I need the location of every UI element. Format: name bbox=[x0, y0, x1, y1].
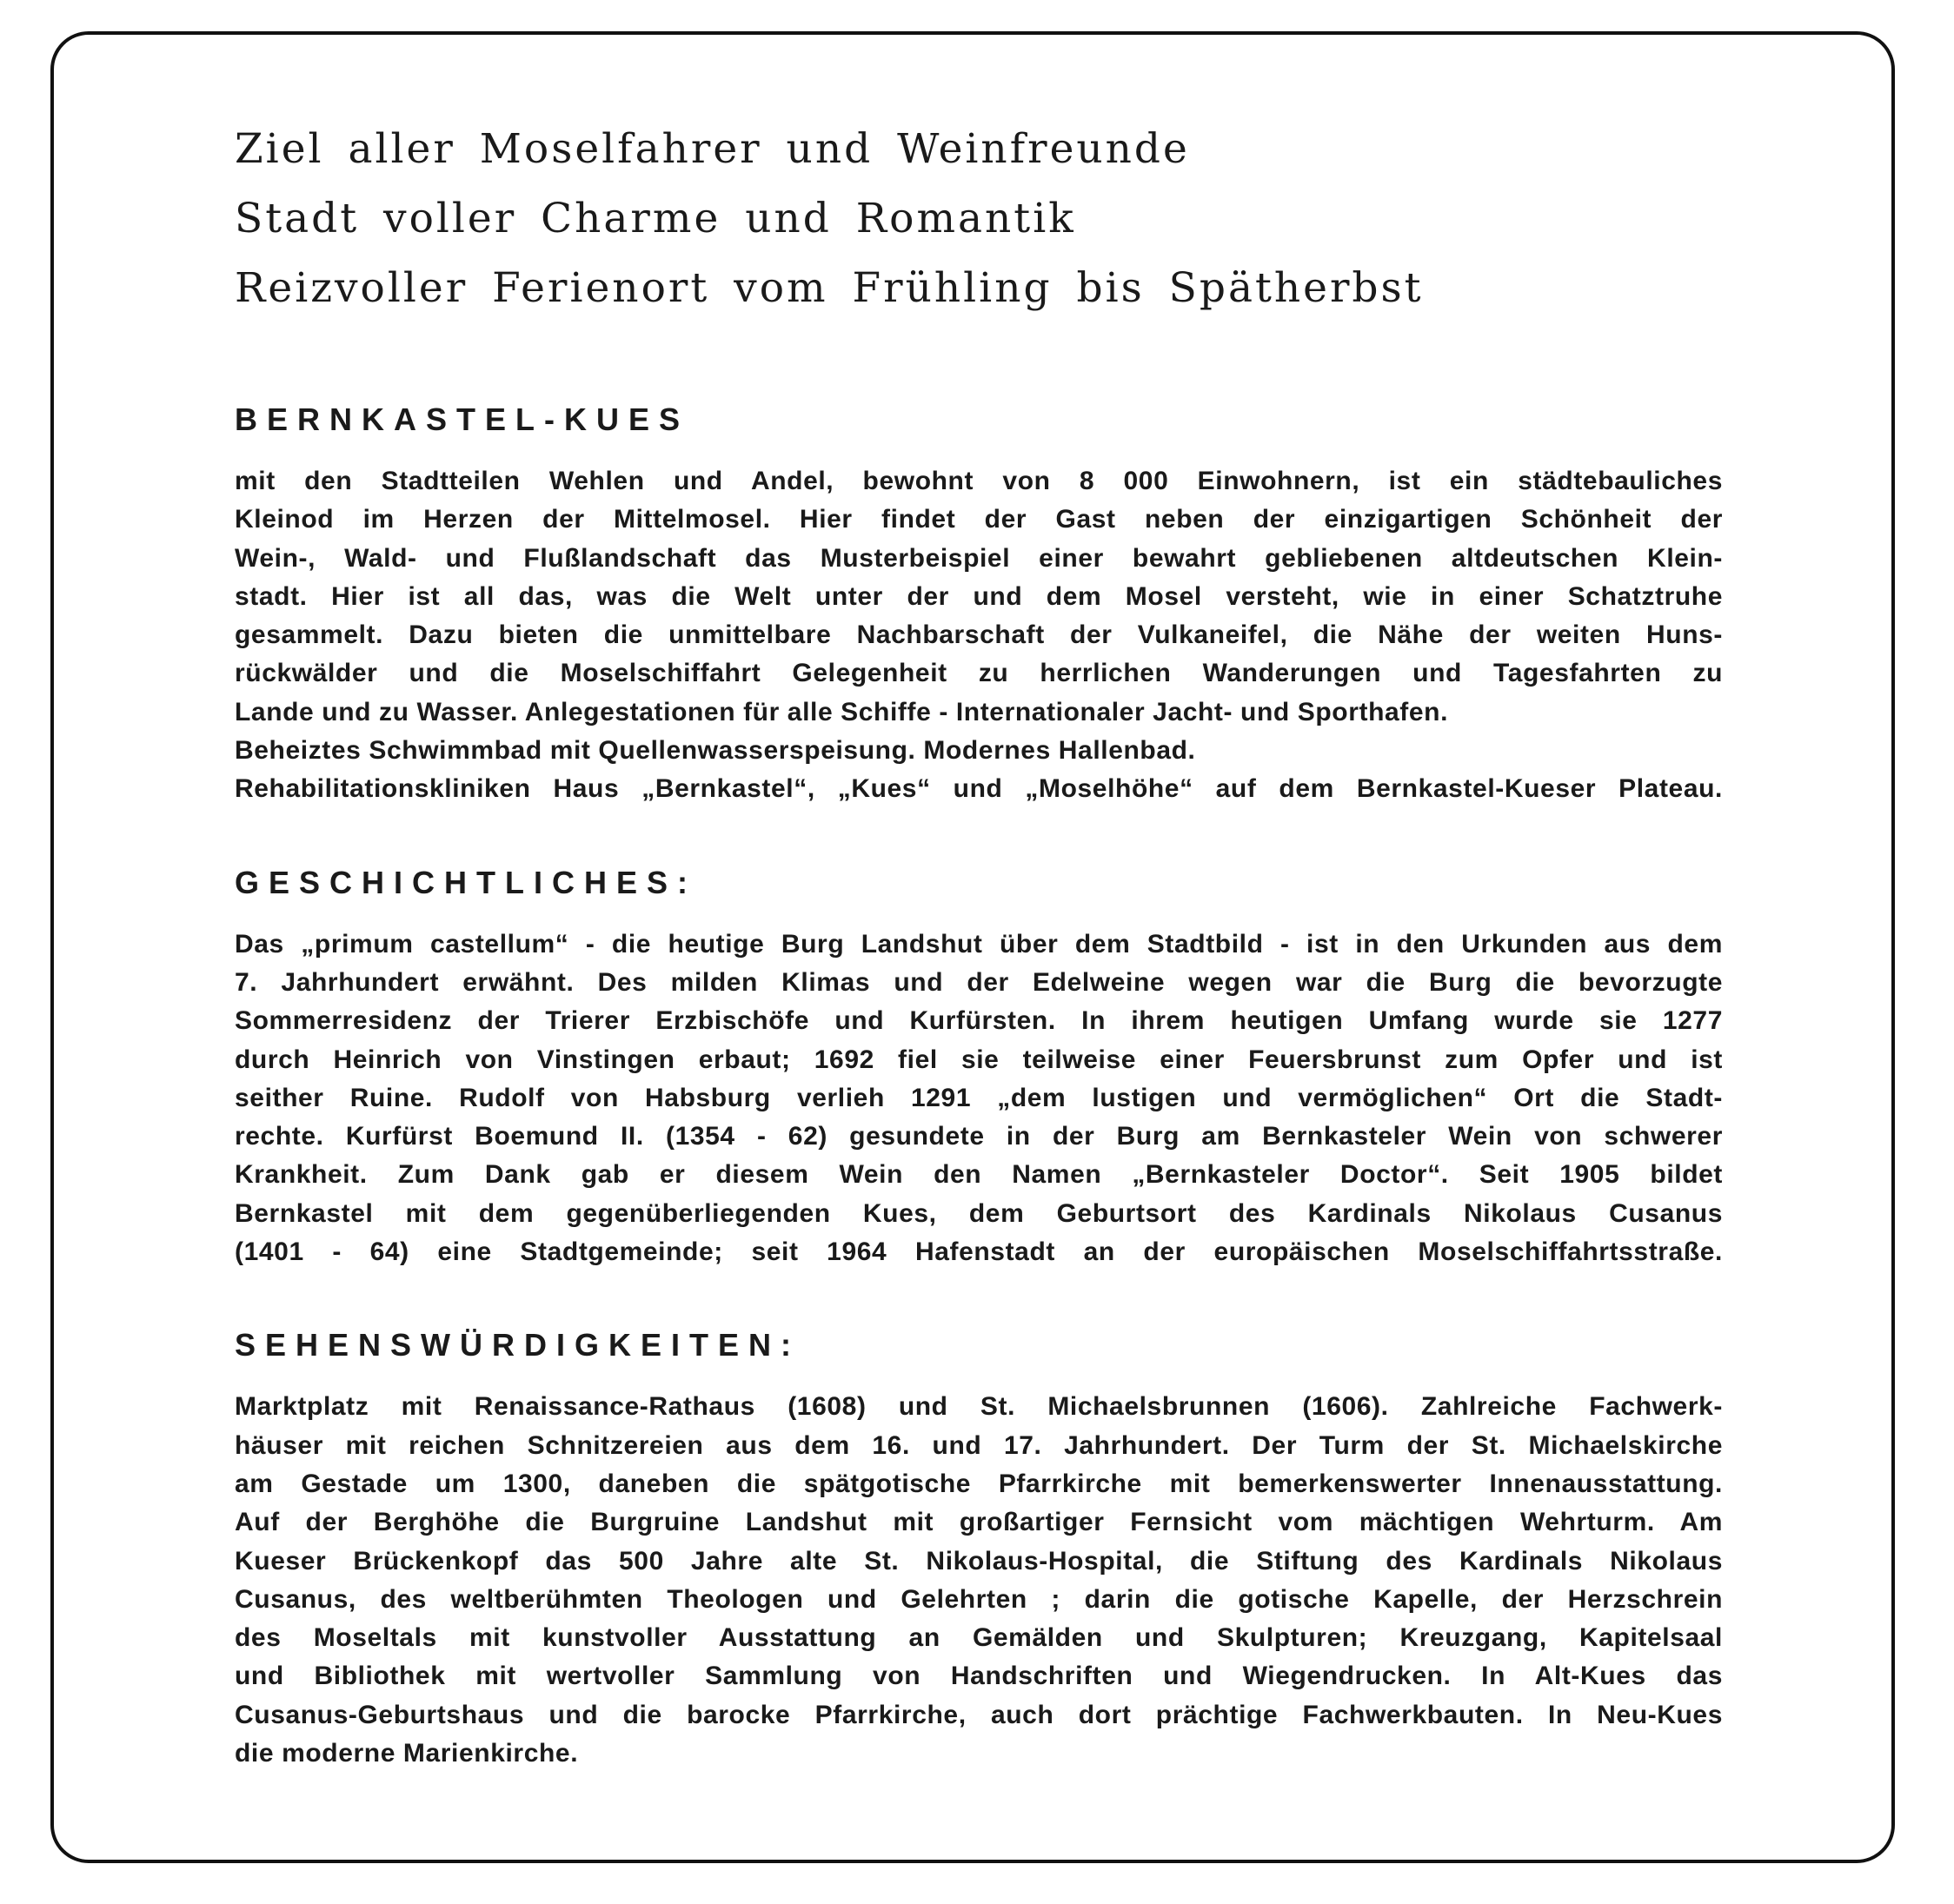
section-geschichtliches bbox=[235, 865, 1723, 1272]
text-line: Auf der Berghöhe die Burgruine Landshut mit großartiger Fernsicht vom mächtigen Wehrturm. Am bbox=[235, 1508, 1723, 1537]
text-line: stadt. Hier ist all das, was die Welt unter der und dem Mosel versteht, wie in einer Schatztruhe bbox=[235, 581, 1723, 611]
text-line: durch Heinrich von Vinstingen erbaut; 1692 fiel sie teilweise einer Feuersbrunst zum Opfer und ist bbox=[235, 1045, 1723, 1074]
text-line: Kueser Brückenkopf das 500 Jahre alte St. Nikolaus-Hospital, die Stiftung des Kardinals Nikolaus bbox=[235, 1546, 1723, 1576]
section-bernkastel-kues bbox=[235, 401, 1723, 809]
text-line: rechte. Kurfürst Boemund II. (1354 - 62) gesundete in der Burg am Bernkasteler Wein von schwerer bbox=[235, 1122, 1723, 1151]
text-line: Lande und zu Wasser. Anlegestationen für alle Schiffe - Internationaler Jacht- und Sporthafen. bbox=[235, 697, 1449, 726]
section-heading: SEHENSWÜRDIGKEITEN: bbox=[235, 1327, 801, 1363]
section-body bbox=[235, 462, 1723, 809]
tagline-3: Reizvoller Ferienort vom Frühling bis Spätherbst bbox=[235, 264, 1424, 312]
text-line: Krankheit. Zum Dank gab er diesem Wein den Namen „Bernkasteler Doctor“. Seit 1905 bildet bbox=[235, 1160, 1723, 1190]
text-line: Wein-, Wald- und Flußlandschaft das Musterbeispiel einer bewahrt gebliebenen altdeutschen Klein- bbox=[235, 543, 1723, 573]
text-line: rückwälder und die Moselschiffahrt Gelegenheit zu herrlichen Wanderungen und Tagesfahrten zu bbox=[235, 659, 1723, 688]
section-sehenswuerdigkeiten bbox=[235, 1327, 1723, 1773]
text-line: und Bibliothek mit wertvoller Sammlung von Handschriften und Wiegendrucken. In Alt-Kues das bbox=[235, 1662, 1723, 1691]
text-line: Cusanus-Geburtshaus und die barocke Pfarrkirche, auch dort prächtige Fachwerkbauten. In Neu-Kues bbox=[235, 1700, 1723, 1729]
text-line: am Gestade um 1300, daneben die spätgotische Pfarrkirche mit bemerkenswerter Innenausstattung. bbox=[235, 1469, 1723, 1498]
content-area bbox=[235, 401, 1723, 1828]
text-line: Bernkastel mit dem gegenüberliegenden Kues, dem Geburtsort des Kardinals Nikolaus Cusanus bbox=[235, 1198, 1723, 1228]
section-body bbox=[235, 925, 1723, 1272]
text-line: (1401 - 64) eine Stadtgemeinde; seit 1964 Hafenstadt an der europäischen Moselschiffahrtsstraße. bbox=[235, 1237, 1723, 1267]
tagline-block bbox=[235, 115, 1799, 323]
section-body bbox=[235, 1388, 1723, 1773]
text-line: seither Ruine. Rudolf von Habsburg verlieh 1291 „dem lustigen und vermöglichen“ Ort die Stadt- bbox=[235, 1083, 1723, 1112]
tagline-2: Stadt voller Charme und Romantik bbox=[235, 195, 1076, 242]
text-line: Marktplatz mit Renaissance-Rathaus (1608) und St. Michaelsbrunnen (1606). Zahlreiche Fachwerk- bbox=[235, 1392, 1723, 1422]
text-line: Beheiztes Schwimmbad mit Quellenwasserspeisung. Modernes Hallenbad. bbox=[235, 736, 1196, 766]
tagline-1: Ziel aller Moselfahrer und Weinfreunde bbox=[235, 125, 1190, 173]
text-line: Das „primum castellum“ - die heutige Burg Landshut über dem Stadtbild - ist in den Urkunden aus dem bbox=[235, 929, 1723, 959]
text-line: gesammelt. Dazu bieten die unmittelbare Nachbarschaft der Vulkaneifel, die Nähe der weiten Huns- bbox=[235, 620, 1723, 650]
text-line: Sommerresidenz der Trierer Erzbischöfe und Kurfürsten. In ihrem heutigen Umfang wurde sie 1277 bbox=[235, 1006, 1723, 1036]
text-line: Rehabilitationskliniken Haus „Bernkastel“, „Kues“ und „Moselhöhe“ auf dem Bernkastel-Kueser Plateau. bbox=[235, 774, 1723, 804]
text-line: Cusanus, des weltberühmten Theologen und Gelehrten ; darin die gotische Kapelle, der Herzschrein bbox=[235, 1584, 1723, 1614]
section-heading: GESCHICHTLICHES: bbox=[235, 864, 698, 900]
text-line: Kleinod im Herzen der Mittelmosel. Hier findet der Gast neben der einzigartigen Schönheit der bbox=[235, 505, 1723, 534]
section-heading: BERNKASTEL-KUES bbox=[235, 401, 690, 437]
text-line: des Moseltals mit kunstvoller Ausstattung an Gemälden und Skulpturen; Kreuzgang, Kapitelsaal bbox=[235, 1623, 1723, 1653]
text-line: häuser mit reichen Schnitzereien aus dem 16. und 17. Jahrhundert. Der Turm der St. Michaelskirche bbox=[235, 1430, 1723, 1460]
text-line: 7. Jahrhundert erwähnt. Des milden Klimas und der Edelweine wegen war die Burg die bevorzugte bbox=[235, 967, 1723, 997]
text-line: die moderne Marienkirche. bbox=[235, 1739, 579, 1768]
text-line: mit den Stadtteilen Wehlen und Andel, bewohnt von 8 000 Einwohnern, ist ein städtebauliches bbox=[235, 467, 1723, 495]
